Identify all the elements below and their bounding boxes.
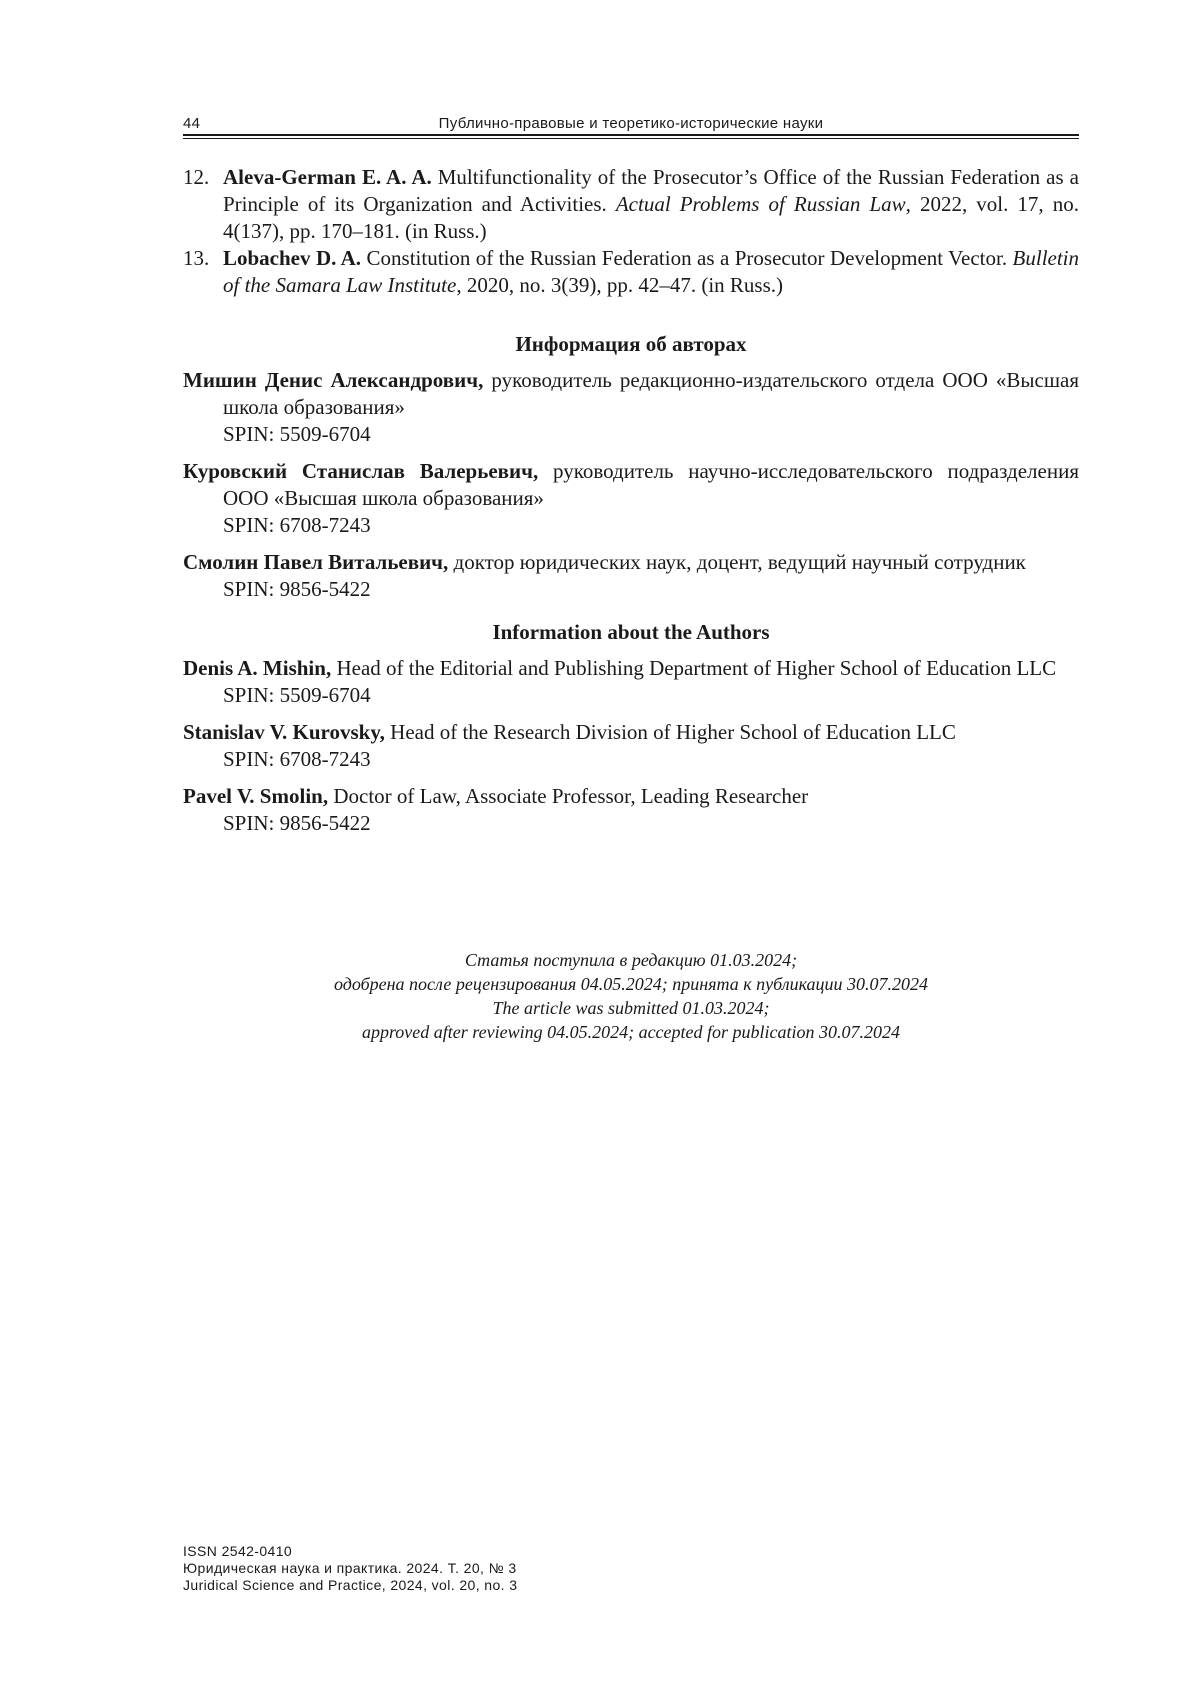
author-position: доктор юридических наук, доцент, ведущий научный сотрудник xyxy=(453,550,1026,574)
footer-journal-ru: Юридическая наука и практика. 2024. Т. 20, № 3 xyxy=(183,1560,517,1576)
author-spin: SPIN: 5509-6704 xyxy=(223,683,371,707)
reference-item xyxy=(183,245,1079,299)
author-position: Doctor of Law, Associate Professor, Leading Researcher xyxy=(333,784,809,808)
author-info-ru xyxy=(183,549,1079,603)
author-info-en xyxy=(183,783,1079,837)
authors-ru-title: Информация об авторах xyxy=(515,332,747,356)
author-spin: SPIN: 5509-6704 xyxy=(223,422,371,446)
reference-number: 13. xyxy=(183,246,210,270)
page-number: 44 xyxy=(183,115,201,132)
reference-details: , 2020, no. 3(39), pp. 42–47. (in Russ.) xyxy=(456,273,784,297)
footer-journal-en: Juridical Science and Practice, 2024, vol. 20, no. 3 xyxy=(183,1577,518,1593)
author-position: руководитель редакционно-издательского отдела ООО «Высшая школа образования» xyxy=(223,368,1079,419)
author-position: Head of the Editorial and Publishing Department of Higher School of Education LLC xyxy=(336,656,1057,680)
reference-journal: Actual Problems of Russian Law xyxy=(615,192,906,216)
author-name: Смолин Павел Витальевич, xyxy=(183,550,449,574)
submission-dates xyxy=(183,948,1079,1044)
author-position: руководитель научно-исследовательского подразделения ООО «Высшая школа образования» xyxy=(223,459,1079,510)
page-footer xyxy=(183,1543,517,1594)
reference-details: , 2022, vol. 17, no. 4(137), pp. 170–181. (in Russ.) xyxy=(223,192,1079,243)
reference-authors: Aleva-German E. A. A. xyxy=(223,165,432,189)
reference-number: 12. xyxy=(183,165,210,189)
reference-journal: Bulletin of the Samara Law Institute xyxy=(223,246,1080,297)
dates-en-line-2: approved after reviewing 04.05.2024; accepted for publication 30.07.2024 xyxy=(361,1022,901,1042)
author-info-en xyxy=(183,655,1079,709)
authors-en-title: Information about the Authors xyxy=(492,620,770,644)
author-position: Head of the Research Division of Higher School of Education LLC xyxy=(390,720,956,744)
header-rule-thin xyxy=(183,138,1079,139)
reference-text: Constitution of the Russian Federation as a Prosecutor Development Vector. xyxy=(366,246,1008,270)
page-header xyxy=(183,112,1079,134)
author-spin: SPIN: 9856-5422 xyxy=(223,577,371,601)
author-name: Stanislav V. Kurovsky, xyxy=(183,720,385,744)
dates-ru-line-2: одобрена после рецензирования 04.05.2024; принята к публикации 30.07.2024 xyxy=(333,974,929,994)
author-name: Denis A. Mishin, xyxy=(183,656,332,680)
main-content xyxy=(183,164,1079,847)
reference-text: Multifunctionality of the Prosecutor’s Office of the Russian Federation as a Principle of its Organization and Activities. xyxy=(223,165,1079,216)
running-title: Публично-правовые и теоретико-исторические науки xyxy=(438,115,824,132)
reference-authors: Lobachev D. A. xyxy=(223,246,362,270)
author-name: Мишин Денис Александрович, xyxy=(183,368,484,392)
author-spin: SPIN: 6708-7243 xyxy=(223,513,371,537)
author-spin: SPIN: 9856-5422 xyxy=(223,811,371,835)
author-name: Pavel V. Smolin, xyxy=(183,784,329,808)
footer-issn: ISSN 2542-0410 xyxy=(183,1543,293,1559)
author-info-ru xyxy=(183,367,1079,448)
author-name: Куровский Станислав Валерьевич, xyxy=(183,459,539,483)
reference-item xyxy=(183,164,1079,245)
author-info-ru xyxy=(183,458,1079,539)
dates-ru-line-1: Статья поступила в редакцию 01.03.2024; xyxy=(464,950,798,970)
author-info-en xyxy=(183,719,1079,773)
header-rule xyxy=(183,134,1079,136)
dates-en-line-1: The article was submitted 01.03.2024; xyxy=(492,998,770,1018)
author-spin: SPIN: 6708-7243 xyxy=(223,747,371,771)
